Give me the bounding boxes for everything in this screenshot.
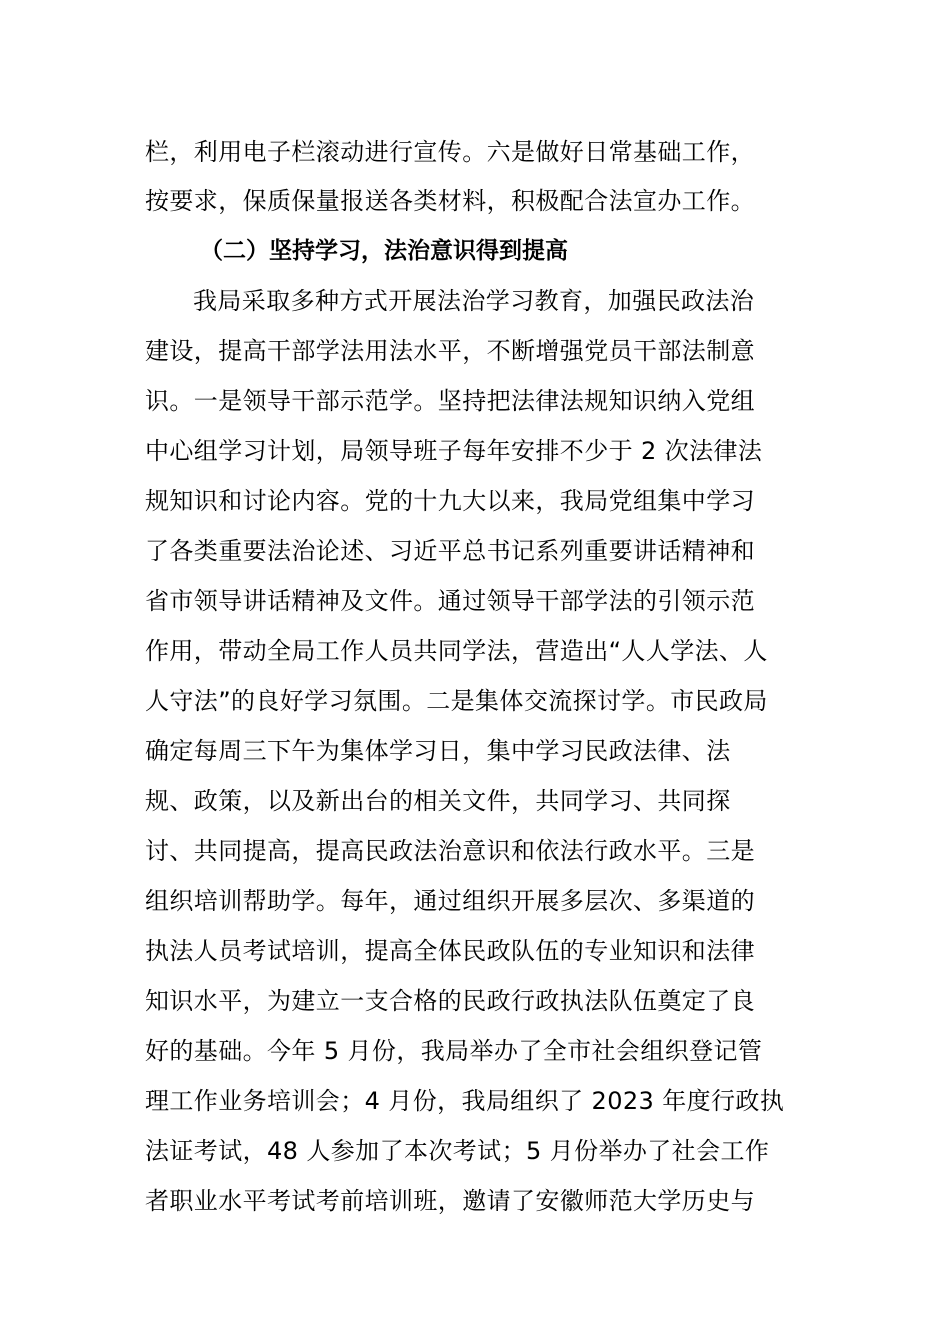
paragraph-line: 知识水平，为建立一支合格的民政行政执法队伍奠定了良	[145, 987, 755, 1015]
paragraph-line: 作用，带动全局工作人员共同学法，营造出“人人学法、人	[145, 637, 768, 665]
paragraph-line: 中心组学习计划，局领导班子每年安排不少于 2 次法律法	[145, 437, 763, 465]
paragraph-line: 者职业水平考试考前培训班，邀请了安徽师范大学历史与	[145, 1187, 755, 1215]
paragraph-line: 识。一是领导干部示范学。坚持把法律法规知识纳入党组	[145, 387, 755, 415]
text-line: 栏，利用电子栏滚动进行宣传。六是做好日常基础工作，	[145, 138, 755, 166]
paragraph-line: 省市领导讲话精神及文件。通过领导干部学法的引领示范	[145, 587, 755, 615]
text-line: 按要求，保质保量报送各类材料，积极配合法宣办工作。	[145, 187, 755, 215]
section-heading: （二）坚持学习，法治意识得到提高	[200, 238, 568, 264]
paragraph-line: 执法人员考试培训，提高全体民政队伍的专业知识和法律	[145, 937, 755, 965]
paragraph-line: 我局采取多种方式开展法治学习教育，加强民政法治	[193, 287, 755, 315]
paragraph-line: 建设，提高干部学法用法水平，不断增强党员干部法制意	[145, 337, 755, 365]
paragraph-line: 了各类重要法治论述、习近平总书记系列重要讲话精神和	[145, 537, 755, 565]
paragraph-line: 人守法”的良好学习氛围。二是集体交流探讨学。市民政局	[145, 687, 768, 715]
paragraph-line: 法证考试，48 人参加了本次考试；5 月份举办了社会工作	[145, 1137, 770, 1165]
paragraph-line: 讨、共同提高，提高民政法治意识和依法行政水平。三是	[145, 837, 755, 865]
paragraph-line: 确定每周三下午为集体学习日，集中学习民政法律、法	[145, 737, 731, 765]
paragraph-line: 好的基础。今年 5 月份，我局举办了全市社会组织登记管	[145, 1037, 763, 1065]
paragraph-line: 规、政策，以及新出台的相关文件，共同学习、共同探	[145, 787, 731, 815]
paragraph-line: 组织培训帮助学。每年，通过组织开展多层次、多渠道的	[145, 887, 755, 915]
paragraph-line: 规知识和讨论内容。党的十九大以来，我局党组集中学习	[145, 487, 755, 515]
paragraph-line: 理工作业务培训会；4 月份，我局组织了 2023 年度行政执	[145, 1087, 785, 1115]
